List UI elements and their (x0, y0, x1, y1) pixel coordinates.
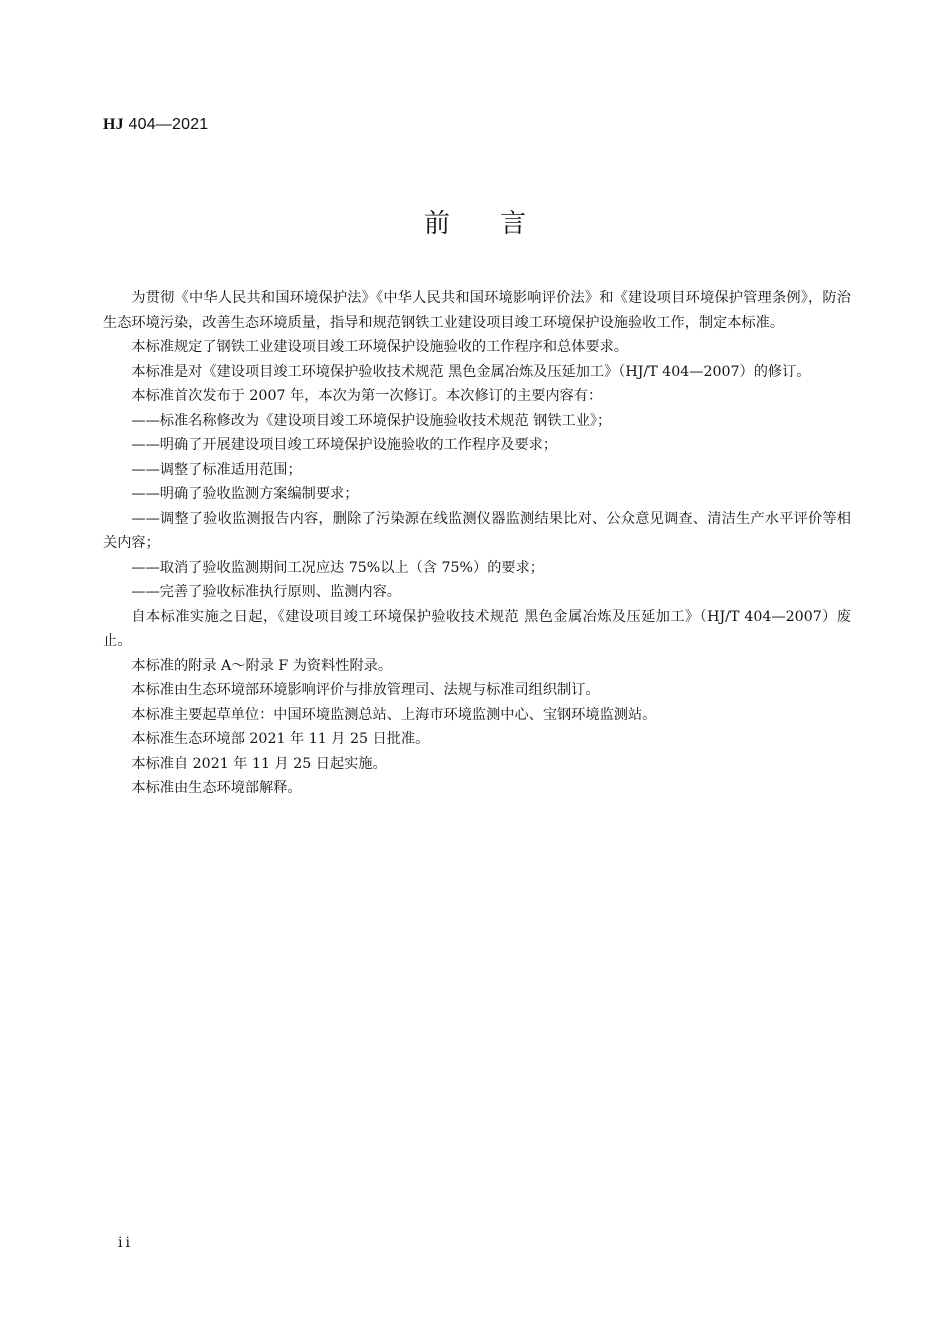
paragraph: 本标准是对《建设项目竣工环境保护验收技术规范 黑色金属冶炼及压延加工》（HJ/T 404—2007）的修订。 (131, 363, 811, 380)
list-item: ——完善了验收标准执行原则、监测内容。 (131, 584, 401, 600)
standard-code (103, 116, 208, 134)
paragraph: 自本标准实施之日起，《建设项目竣工环境保护验收技术规范 黑色金属冶炼及压延加工》（HJ/T 404—2007）废止。 (103, 608, 851, 649)
paragraph: 为贯彻《中华人民共和国环境保护法》《中华人民共和国环境影响评价法》和《建设项目环境保护管理条例》，防治生态环境污染，改善生态环境质量，指导和规范钢铁工业建设项目竣工环境保护设施验收工作，制定本标准。 (103, 290, 851, 331)
list-item: ——明确了验收监测方案编制要求； (131, 486, 359, 502)
paragraph: 本标准自 2021 年 11 月 25 日起实施。 (131, 755, 387, 772)
paragraph: 本标准的附录 A～附录 F 为资料性附录。 (131, 657, 393, 674)
list-item: ——取消了验收监测期间工况应达 75%以上（含 75%）的要求； (131, 559, 544, 576)
list-item: ——标准名称修改为《建设项目竣工环境保护设施验收技术规范 钢铁工业》； (131, 412, 612, 429)
standard-code-prefix: HJ (103, 116, 124, 133)
paragraph: 本标准主要起草单位：中国环境监测总站、上海市环境监测中心、宝钢环境监测站。 (131, 706, 657, 723)
list-item: ——调整了验收监测报告内容，删除了污染源在线监测仪器监测结果比对、公众意见调查、清洁生产水平评价等相关内容； (103, 510, 851, 551)
standard-code-number: 404—2021 (123, 116, 209, 133)
paragraph: 本标准生态环境部 2021 年 11 月 25 日批准。 (131, 731, 430, 747)
paragraph: 本标准规定了钢铁工业建设项目竣工环境保护设施验收的工作程序和总体要求。 (131, 339, 628, 355)
paragraph: 本标准首次发布于 2007 年，本次为第一次修订。本次修订的主要内容有： (131, 388, 603, 404)
page-number: ii (118, 1235, 133, 1251)
list-item: ——明确了开展建设项目竣工环境保护设施验收的工作程序及要求； (131, 437, 558, 453)
list-item: ——调整了标准适用范围； (131, 461, 302, 478)
paragraph: 本标准由生态环境部环境影响评价与排放管理司、法规与标准司组织制订。 (131, 682, 600, 698)
page-title: 前言 (423, 209, 576, 239)
paragraph: 本标准由生态环境部解释。 (131, 780, 302, 796)
foreword-body (103, 286, 851, 801)
